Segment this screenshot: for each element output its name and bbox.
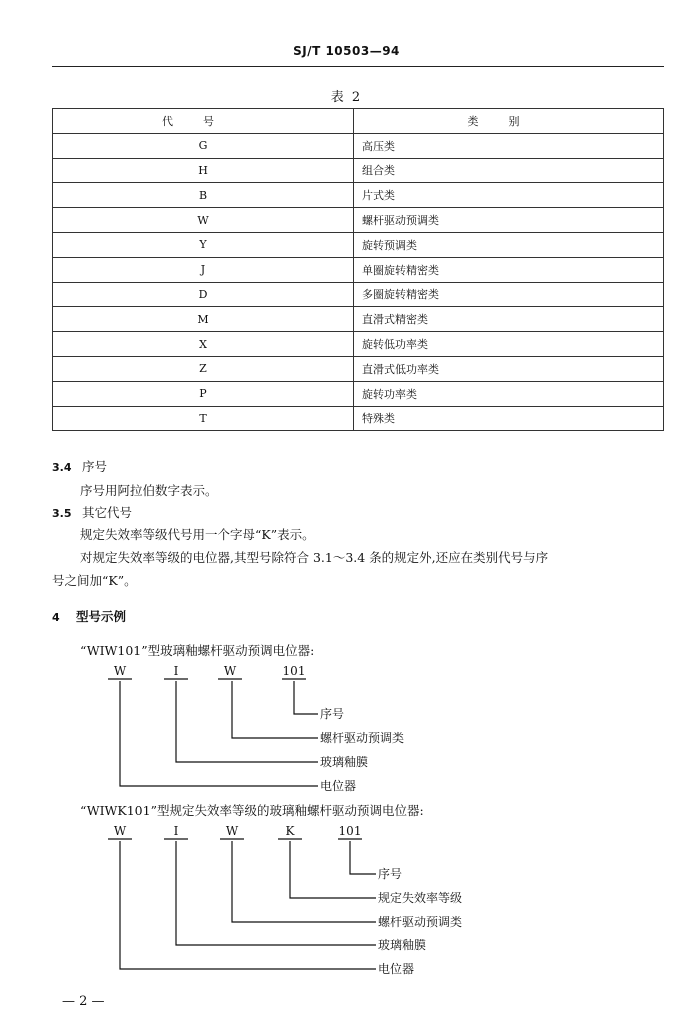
table-row bbox=[53, 232, 664, 257]
diagram-label: 玻璃釉膜 bbox=[378, 938, 427, 952]
section-3-5-body-2: 对规定失效率等级的电位器,其型号除符合 3.1～3.4 条的规定外,还应在类别代号与序 bbox=[80, 550, 549, 565]
category-cell: 螺杆驱动预调类 bbox=[354, 208, 664, 233]
section-number: 3.5 bbox=[52, 507, 72, 520]
code-cell: X bbox=[53, 332, 354, 357]
category-cell: 高压类 bbox=[354, 133, 664, 158]
table-row bbox=[53, 133, 664, 158]
section-title: 其它代号 bbox=[82, 505, 133, 520]
diagram-label: 序号 bbox=[378, 867, 403, 881]
code-letter: I bbox=[173, 824, 179, 838]
table-row bbox=[53, 208, 664, 233]
section-number: 4 bbox=[52, 611, 60, 624]
code-cell: Z bbox=[53, 356, 354, 381]
category-cell: 直滑式低功率类 bbox=[354, 356, 664, 381]
section-3-5-body-2-cont: 号之间加“K”。 bbox=[52, 573, 137, 588]
diagram-label: 规定失效率等级 bbox=[378, 891, 463, 905]
code-letter: I bbox=[173, 664, 179, 678]
table-row bbox=[53, 332, 664, 357]
page-number: — 2 — bbox=[62, 994, 105, 1009]
code-cell: T bbox=[53, 406, 354, 431]
header-category: 类别 bbox=[354, 109, 664, 134]
example-1-connector-lines bbox=[0, 664, 693, 794]
table-row bbox=[53, 307, 664, 332]
code-letter: 101 bbox=[282, 664, 306, 678]
section-number: 3.4 bbox=[52, 461, 72, 474]
category-cell: 旋转低功率类 bbox=[354, 332, 664, 357]
category-code-table bbox=[52, 108, 664, 431]
table-row bbox=[53, 183, 664, 208]
diagram-label: 玻璃釉膜 bbox=[320, 755, 369, 769]
table-row bbox=[53, 257, 664, 282]
code-cell: J bbox=[53, 257, 354, 282]
code-letter: W bbox=[225, 824, 239, 838]
section-3-5-heading bbox=[52, 505, 132, 522]
table-caption: 表 2 bbox=[330, 90, 363, 105]
table-row bbox=[53, 158, 664, 183]
diagram-label: 螺杆驱动预调类 bbox=[378, 915, 463, 929]
diagram-label: 序号 bbox=[320, 707, 345, 721]
example-1-intro: “WIW101”型玻璃釉螺杆驱动预调电位器: bbox=[80, 643, 315, 658]
code-cell: Y bbox=[53, 232, 354, 257]
table-row bbox=[53, 381, 664, 406]
section-title: 序号 bbox=[82, 459, 108, 474]
code-letter: 101 bbox=[338, 824, 362, 838]
code-cell: G bbox=[53, 133, 354, 158]
code-cell: D bbox=[53, 282, 354, 307]
category-cell: 片式类 bbox=[354, 183, 664, 208]
section-3-5-body-1: 规定失效率等级代号用一个字母“K”表示。 bbox=[80, 527, 315, 542]
section-3-4-body: 序号用阿拉伯数字表示。 bbox=[80, 483, 218, 498]
code-cell: W bbox=[53, 208, 354, 233]
category-cell: 直滑式精密类 bbox=[354, 307, 664, 332]
header-code: 代号 bbox=[53, 109, 354, 134]
section-3-4-heading bbox=[52, 459, 107, 476]
example-2-intro: “WIWK101”型规定失效率等级的玻璃釉螺杆驱动预调电位器: bbox=[80, 803, 424, 818]
code-letter: K bbox=[285, 824, 295, 838]
category-cell: 单圈旋转精密类 bbox=[354, 257, 664, 282]
section-4-heading bbox=[52, 609, 126, 626]
standard-code: SJ/T 10503—94 bbox=[293, 44, 400, 58]
diagram-label: 电位器 bbox=[378, 962, 415, 976]
table-row bbox=[53, 356, 664, 381]
code-letter: W bbox=[113, 824, 127, 838]
example-2-diagram bbox=[0, 824, 693, 974]
code-cell: H bbox=[53, 158, 354, 183]
code-letter: W bbox=[113, 664, 127, 678]
header-rule bbox=[52, 66, 664, 67]
category-cell: 特殊类 bbox=[354, 406, 664, 431]
section-title: 型号示例 bbox=[76, 609, 127, 624]
code-cell: M bbox=[53, 307, 354, 332]
code-cell: P bbox=[53, 381, 354, 406]
category-cell: 多圈旋转精密类 bbox=[354, 282, 664, 307]
table-row bbox=[53, 282, 664, 307]
diagram-label: 电位器 bbox=[320, 779, 357, 793]
example-2-connector-lines bbox=[0, 824, 693, 974]
category-cell: 组合类 bbox=[354, 158, 664, 183]
category-cell: 旋转预调类 bbox=[354, 232, 664, 257]
example-1-diagram bbox=[0, 664, 693, 794]
code-letter: W bbox=[223, 664, 237, 678]
table-row bbox=[53, 406, 664, 431]
table-header-row bbox=[53, 109, 664, 134]
code-cell: B bbox=[53, 183, 354, 208]
diagram-label: 螺杆驱动预调类 bbox=[320, 731, 405, 745]
category-cell: 旋转功率类 bbox=[354, 381, 664, 406]
